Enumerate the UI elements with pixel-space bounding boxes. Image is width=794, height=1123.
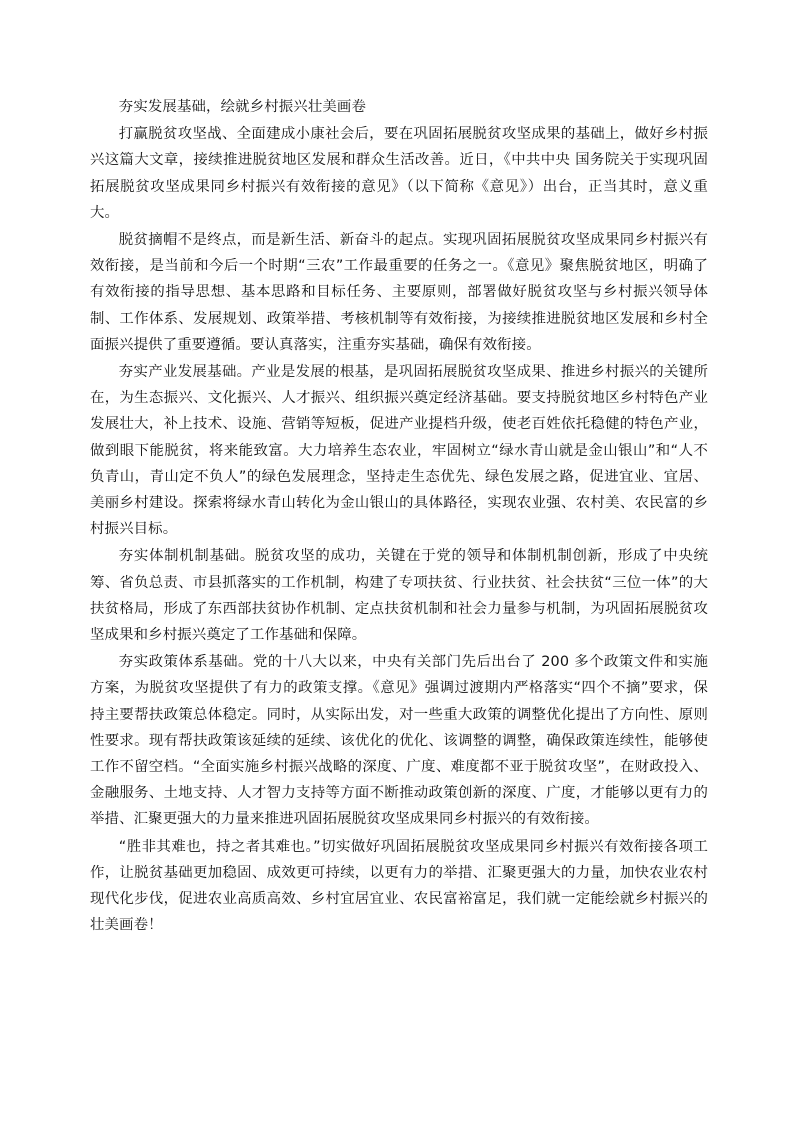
article-title: 夯实发展基础，绘就乡村振兴壮美画卷 — [118, 99, 366, 115]
paragraph-policy: 夯实政策体系基础。党的十八大以来，中央有关部门先后出台了 200 多个政策文件和实施方案，为脱贫攻坚提供了有力的政策支撑。《意见》强调过渡期内严格落实“四个不摘”要求，保持主要帮扶政策总体稳定。同时，从实际出发，对一些重大政策的调整优化提出了方向性、原则性要求。现有帮扶政策该延续的延续、该优化的优化、该调整的调整，确保政策连续性，能够使工作不留空档。“全面实施乡村振兴战略的深度、广度、难度都不亚于脱贫攻坚”，在财政投入、金融服务、土地支持、人才智力支持等方面不断推动政策创新的深度、广度，才能够以更有力的举措、汇聚更强大的力量来推进巩固拓展脱贫攻坚成果同乡村振兴的有效衔接。 — [90, 654, 708, 828]
paragraph-conclusion: “胜非其难也，持之者其难也。”切实做好巩固拓展脱贫攻坚成果同乡村振兴有效衔接各项工作，让脱贫基础更加稳固、成效更可持续，以更有力的举措、汇聚更强大的力量，加快农业农村现代化步伐，促进农业高质高效、乡村宜居宜业、农民富裕富足，我们就一定能绘就乡村振兴的壮美画卷！ — [90, 838, 708, 934]
paragraph-institution: 夯实体制机制基础。脱贫攻坚的成功，关键在于党的领导和体制机制创新，形成了中央统筹、省负总责、市县抓落实的工作机制，构建了专项扶贫、行业扶贫、社会扶贫“三位一体”的大扶贫格局，形成了东西部扶贫协作机制、定点扶贫机制和社会力量参与机制，为巩固拓展脱贫攻坚成果和乡村振兴奠定了工作基础和保障。 — [90, 548, 708, 644]
paragraph-industry: 夯实产业发展基础。产业是发展的根基，是巩固拓展脱贫攻坚成果、推进乡村振兴的关键所在，为生态振兴、文化振兴、人才振兴、组织振兴奠定经济基础。要支持脱贫地区乡村特色产业发展壮大，补上技术、设施、营销等短板，促进产业提档升级，使老百姓依托稳健的特色产业，做到眼下能脱贫，将来能致富。大力培养生态农业，牢固树立“绿水青山就是金山银山”和“人不负青山，青山定不负人”的绿色发展理念，坚持走生态优先、绿色发展之路，促进宜业、宜居、美丽乡村建设。探索将绿水青山转化为金山银山的具体路径，实现农业强、农村美、农民富的乡村振兴目标。 — [90, 364, 708, 538]
document-page — [90, 94, 708, 940]
paragraph-intro: 打赢脱贫攻坚战、全面建成小康社会后，要在巩固拓展脱贫攻坚成果的基础上，做好乡村振兴这篇大文章，接续推进脱贫地区发展和群众生活改善。近日，《中共中央 国务院关于实现巩固拓展脱贫攻坚成果同乡村振兴有效衔接的意见》（以下简称《意见》）出台，正当其时，意义重大。 — [90, 126, 708, 221]
paragraph-overview: 脱贫摘帽不是终点，而是新生活、新奋斗的起点。实现巩固拓展脱贫攻坚成果同乡村振兴有效衔接，是当前和今后一个时期“三农”工作最重要的任务之一。《意见》聚焦脱贫地区，明确了有效衔接的指导思想、基本思路和目标任务、主要原则，部署做好脱贫攻坚与乡村振兴领导体制、工作体系、发展规划、政策举措、考核机制等有效衔接，为接续推进脱贫地区发展和乡村全面振兴提供了重要遵循。要认真落实，注重夯实基础，确保有效衔接。 — [90, 232, 708, 353]
